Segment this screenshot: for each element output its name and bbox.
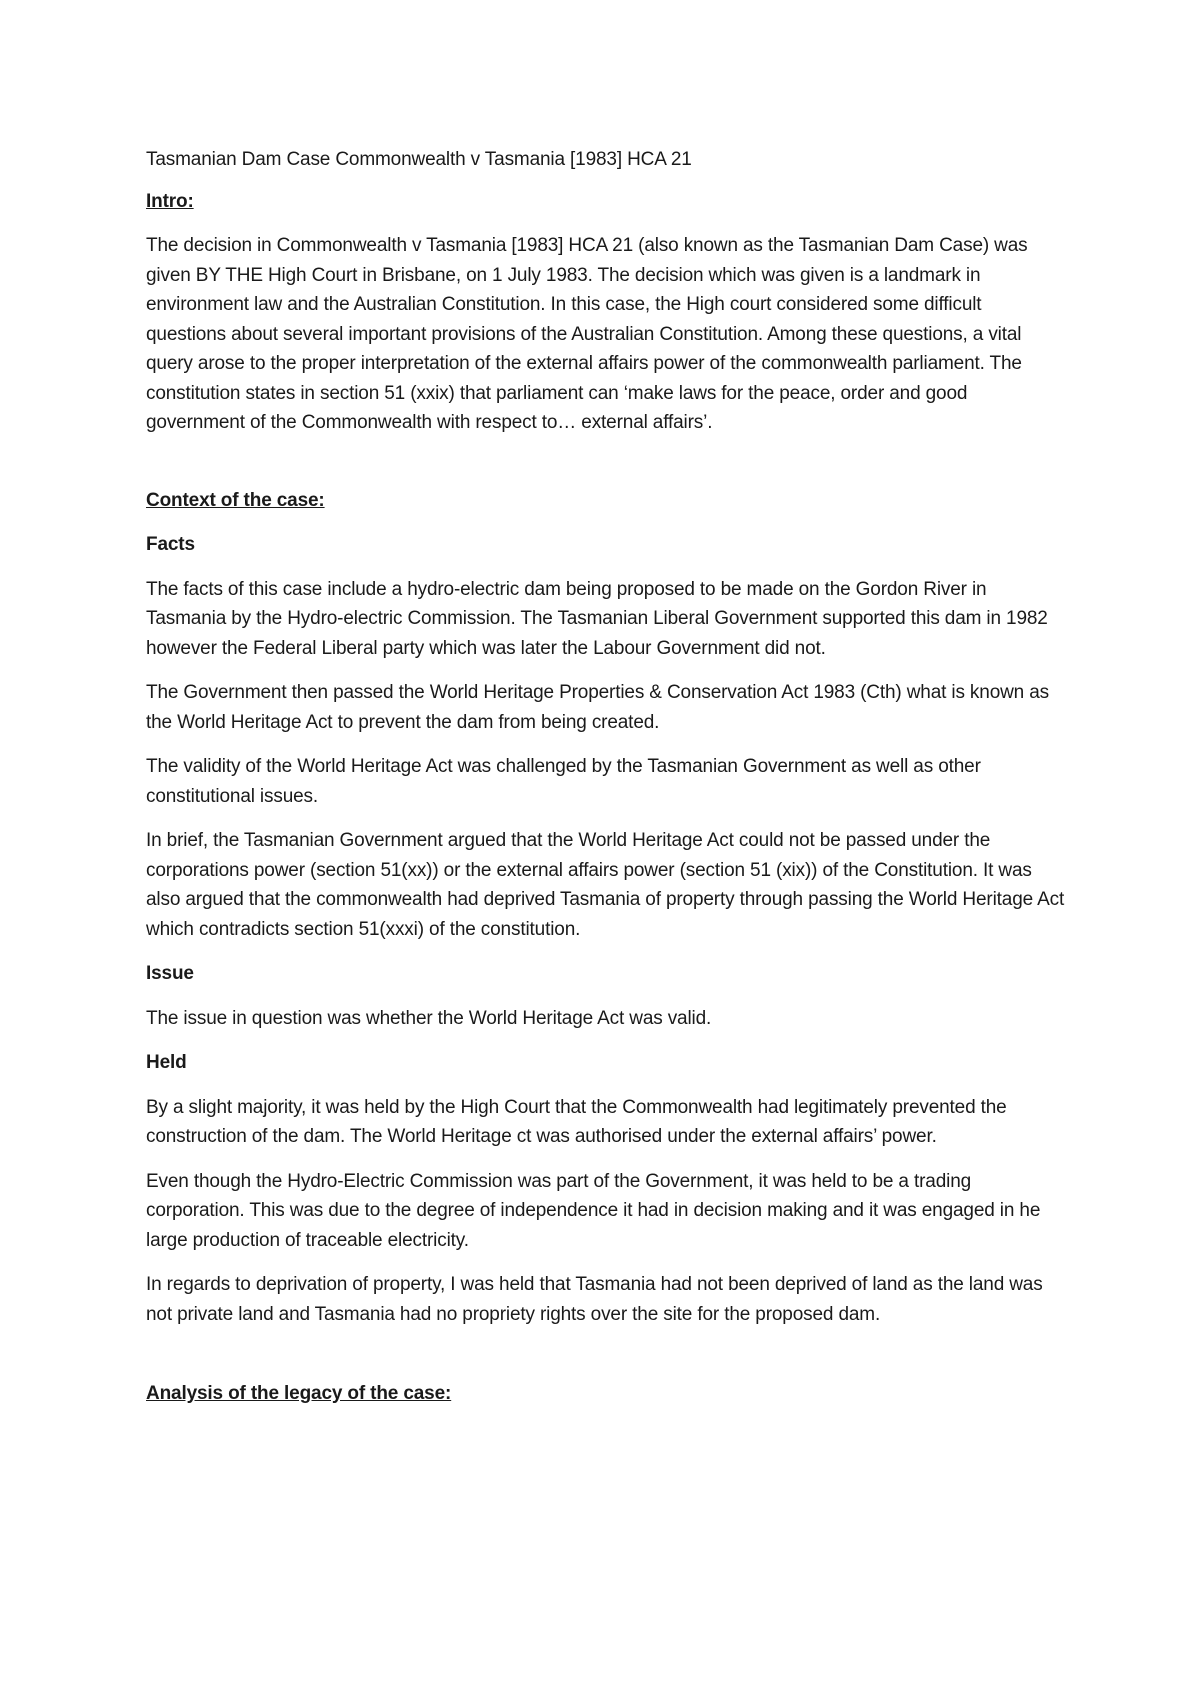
facts-paragraph: The Government then passed the World Heritage Properties & Conservation Act 1983 (Cth) what is known as the World Heritage Act to prevent the dam from being created. <box>146 682 1049 733</box>
held-paragraph: By a slight majority, it was held by the High Court that the Commonwealth had legitimately prevented the construction of the dam. The World Heritage ct was authorised under the external affairs’ power. <box>146 1096 1007 1147</box>
facts-heading: Facts <box>146 534 195 555</box>
issue-paragraph: The issue in question was whether the World Heritage Act was valid. <box>146 1007 712 1029</box>
facts-paragraph: The validity of the World Heritage Act was challenged by the Tasmanian Government as well as other constitutional issues. <box>146 756 981 807</box>
facts-paragraph: The facts of this case include a hydro-electric dam being proposed to be made on the Gordon River in Tasmania by the Hydro-electric Commission. The Tasmanian Liberal Government supported this dam in 1982 however the Federal Liberal party which was later the Labour Government did not. <box>146 578 1048 659</box>
context-heading: Context of the case: <box>146 489 325 511</box>
held-paragraph: Even though the Hydro-Electric Commission was part of the Government, it was held to be a trading corporation. This was due to the degree of independence it had in decision making and it was engaged in he large production of traceable electricity. <box>146 1170 1041 1251</box>
intro-heading: Intro: <box>146 190 194 212</box>
held-heading: Held <box>146 1052 187 1073</box>
analysis-heading: Analysis of the legacy of the case: <box>146 1383 452 1404</box>
facts-paragraph: In brief, the Tasmanian Government argued that the World Heritage Act could not be passed under the corporations power (section 51(xx)) or the external affairs power (section 51 (xix)) of the Constitution. It was also argued that the commonwealth had deprived Tasmania of property through passing the World Heritage Act which contradicts section 51(xxxi) of the constitution. <box>146 830 1065 940</box>
document-body <box>146 145 1066 1424</box>
held-paragraph: In regards to deprivation of property, I was held that Tasmania had not been deprived of land as the land was not private land and Tasmania had no propriety rights over the site for the proposed dam. <box>146 1274 1043 1325</box>
document-title: Tasmanian Dam Case Commonwealth v Tasmania [1983] HCA 21 <box>146 149 692 170</box>
issue-heading: Issue <box>146 963 194 984</box>
intro-paragraph: The decision in Commonwealth v Tasmania [1983] HCA 21 (also known as the Tasmanian Dam Case) was given BY THE High Court in Brisbane, on 1 July 1983. The decision which was given is a landmark in environment law and the Australian Constitution. In this case, the High court considered some difficult questions about several important provisions of the Australian Constitution. Among these questions, a vital query arose to the proper interpretation of the external affairs power of the commonwealth parliament. The constitution states in section 51 (xxix) that parliament can ‘make laws for the peace, order and good government of the Commonwealth with respect to… external affairs’. <box>146 235 1028 433</box>
